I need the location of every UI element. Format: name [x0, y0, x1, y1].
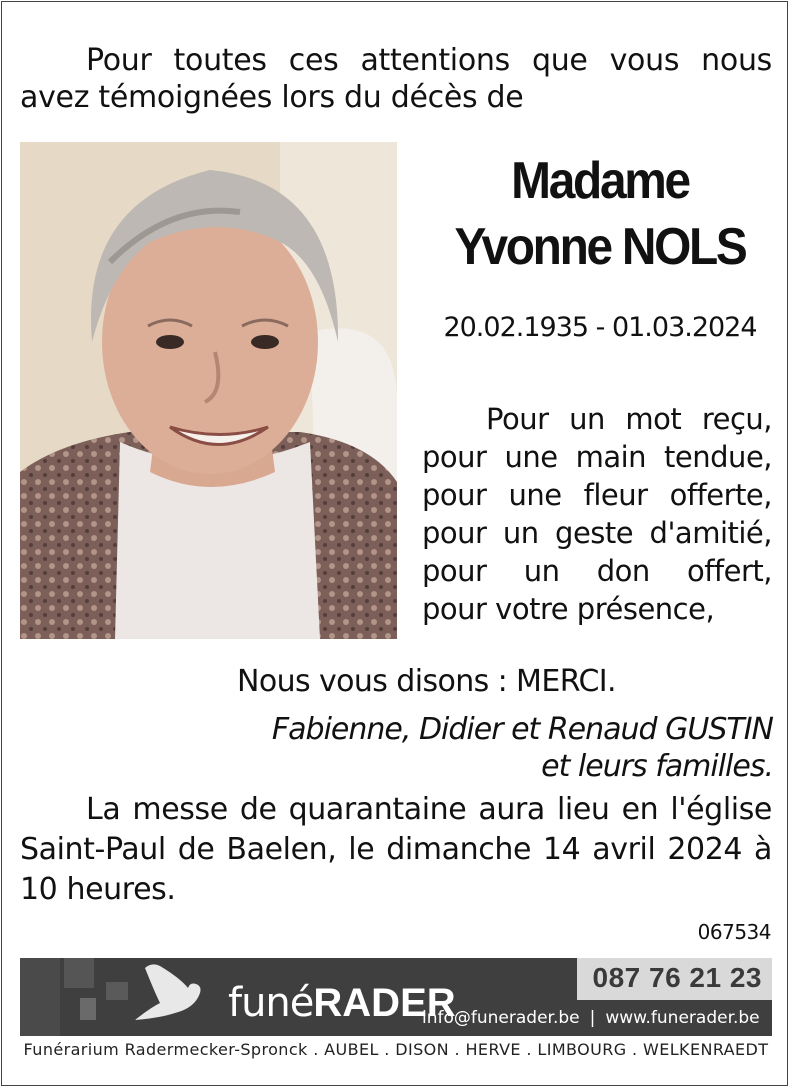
- mass-line: Saint-Paul de Baelen, le dimanche 14 avril 2024 à: [20, 832, 772, 867]
- family-names: Fabienne, Didier et Renaud GUSTIN: [271, 712, 773, 747]
- poem-line: Pour un mot reçu,: [486, 402, 772, 436]
- website-link[interactable]: www.funerader.be: [605, 1008, 760, 1028]
- reference-number: 067534: [697, 920, 771, 944]
- poem-line: pour votre présence,: [422, 592, 715, 626]
- email-link[interactable]: info@funerader.be: [422, 1008, 580, 1028]
- mass-line: La messe de quarantaine aura lieu en l'église: [86, 792, 772, 827]
- thanks-text: Nous vous disons : MERCI.: [237, 664, 616, 699]
- banner-block: [20, 958, 60, 1036]
- poem-line: pour un don offert,: [422, 554, 772, 588]
- portrait-illustration: [20, 142, 397, 639]
- funeral-home-banner: [20, 958, 772, 1036]
- banner-block: [106, 982, 128, 1000]
- dove-icon: [130, 958, 210, 1028]
- mass-announcement: [20, 790, 772, 910]
- intro-line-1: Pour toutes ces attentions que vous nous: [86, 43, 772, 78]
- phone-number[interactable]: 087 76 21 23: [592, 962, 762, 993]
- banner-block: [80, 998, 96, 1020]
- mass-line: 10 heures.: [20, 872, 176, 907]
- intro-line-2: avez témoignées lors du décès de: [20, 80, 524, 115]
- family-suffix: et leurs familles.: [541, 749, 773, 784]
- family-signature: [272, 711, 773, 785]
- phone-box: [577, 958, 772, 1000]
- deceased-fullname: Yvonne NOLS: [454, 218, 746, 276]
- poem-line: pour un geste d'amitié,: [422, 516, 772, 550]
- life-dates: 20.02.1935 - 01.03.2024: [443, 312, 757, 343]
- intro-text: [20, 42, 772, 116]
- poem-line: pour une fleur offerte,: [422, 478, 772, 512]
- brand-light: funé: [228, 980, 314, 1026]
- contact-separator: |: [589, 1008, 596, 1028]
- brand-bold: RADER: [313, 981, 456, 1025]
- deceased-title: Madame: [511, 152, 689, 210]
- poem: [422, 400, 772, 628]
- deceased-name: [425, 148, 775, 280]
- portrait-photo: [20, 142, 397, 639]
- funerarium-locations: Funérarium Radermecker-Spronck . AUBEL . DISON . HERVE . LIMBOURG . WELKENRAEDT: [23, 1040, 769, 1059]
- poem-line: pour une main tendue,: [422, 440, 772, 474]
- contact-line: [422, 1008, 760, 1028]
- banner-block: [64, 958, 94, 988]
